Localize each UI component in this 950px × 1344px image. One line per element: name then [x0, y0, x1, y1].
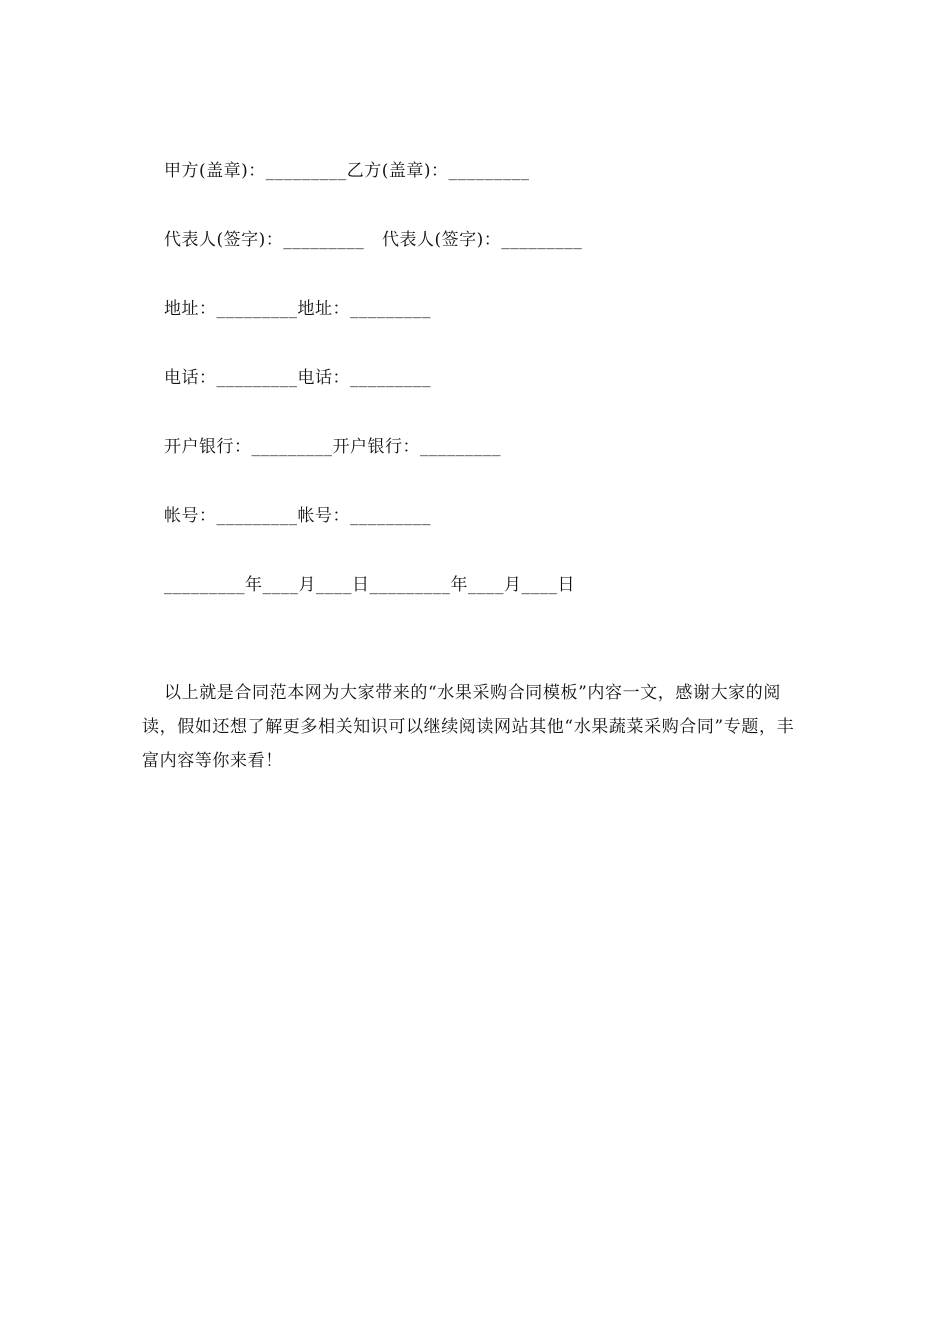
date-line: _________年____月____日_________年____月____日 [164, 575, 575, 595]
phone-line: 电话：_________电话：_________ [164, 368, 431, 388]
address-line: 地址：_________地址：_________ [164, 299, 431, 319]
closing-paragraph: 以上就是合同范本网为大家带来的“水果采购合同模板”内容一文，感谢大家的阅读，假如还想了解更多相关知识可以继续阅读网站其他“水果蔬菜采购合同”专题，丰富内容等你来看！ [142, 683, 795, 771]
account-line: 帐号：_________帐号：_________ [164, 506, 431, 526]
party-seal-line: 甲方(盖章)：_________乙方(盖章)：_________ [164, 161, 530, 181]
bank-line: 开户银行：_________开户银行：_________ [164, 437, 501, 457]
representative-signature-line: 代表人(签字)：_________ 代表人(签字)：_________ [164, 230, 583, 250]
